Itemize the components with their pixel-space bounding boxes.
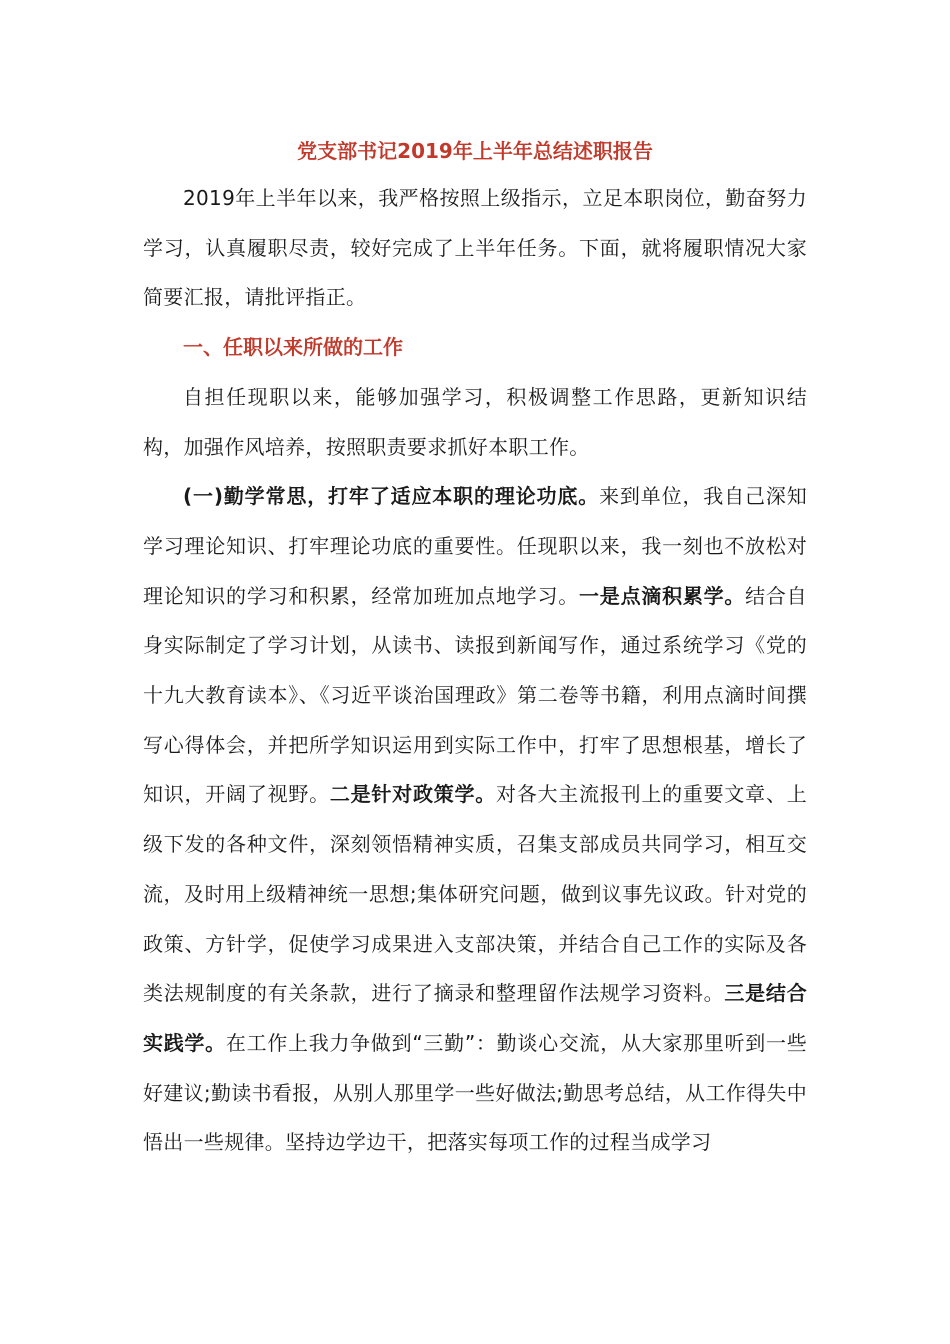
document-page: [143, 128, 807, 1168]
point-text: 对各大主流报刊上的重要文章、上级下发的各种文件，深刻领悟精神实质，召集支部成员共同学习，相互交流，及时用上级精神统一思想;集体研究问题，做到议事先议政。针对党的政策、方针学，促使学习成果进入支部决策，并结合自己工作的实际及各类法规制度的有关条款，进行了摘录和整理留作法规学习资料。: [143, 782, 808, 1006]
section-heading: 一、任职以来所做的工作: [183, 335, 403, 360]
item-text: 来到单位，我自己深知学习理论知识、打牢理论功底的重要性。任现职以来，我一刻也不放松对理论知识的学习和积累，经常加班加点地学习。: [143, 484, 807, 608]
item-heading: (一)勤学常思，打牢了适应本职的理论功底。: [183, 484, 600, 509]
point-label: 三是结合实践学。: [143, 981, 807, 1055]
item-paragraph: [143, 472, 807, 1168]
intro-paragraph: 2019年上半年以来，我严格按照上级指示，立足本职岗位，勤奋努力学习，认真履职尽责，较好完成了上半年任务。下面，就将履职情况大家简要汇报，请批评指正。: [143, 186, 807, 310]
document-title: 党支部书记2019年上半年总结述职报告: [297, 139, 653, 163]
point-text: 在工作上我力争做到“三勤”：勤谈心交流，从大家那里听到一些好建议;勤读书看报，从别人那里学一些好做法;勤思考总结，从工作得失中悟出一些规律。坚持边学边干，把落实每项工作的过程当成学习: [143, 1030, 807, 1155]
section-intro-paragraph: 自担任现职以来，能够加强学习，积极调整工作思路，更新知识结构，加强作风培养，按照职责要求抓好本职工作。: [143, 384, 807, 459]
point-label: 一是点滴积累学。: [579, 583, 746, 608]
point-text: 结合自身实际制定了学习计划，从读书、读报到新闻写作，通过系统学习《党的十九大教育读本》、《习近平谈治国理政》第二卷等书籍，利用点滴时间撰写心得体会，并把所学知识运用到实际工作中，打牢了思想根基，增长了知识，开阔了视野。: [143, 583, 807, 807]
point-label: 二是针对政策学。: [329, 782, 497, 807]
